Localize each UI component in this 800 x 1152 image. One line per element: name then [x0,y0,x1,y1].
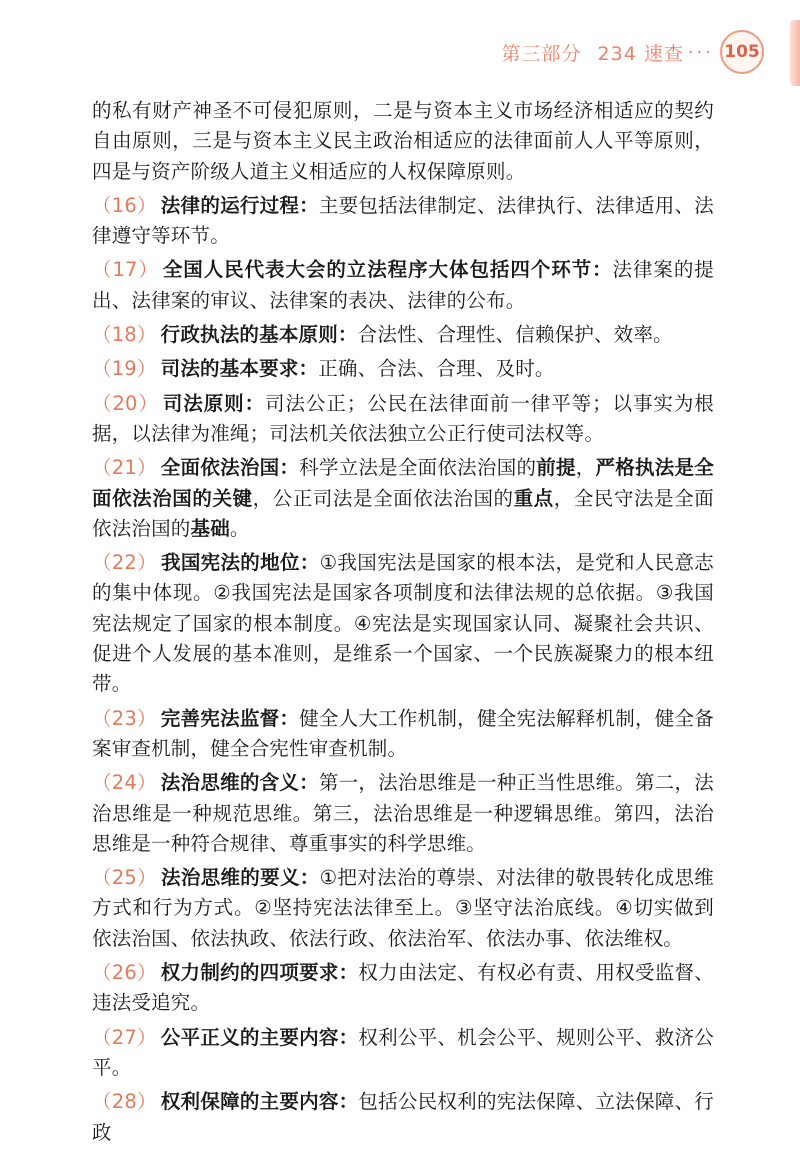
page-number-badge: 105 [720,30,764,74]
item-emphasis: 基础 [190,516,230,540]
item-text: 法律案的提出、法律案的审议、法律案的表决、法律的公布。 [92,258,714,312]
item-text: 权力由法定、有权必有责、用权受监督、违法受追究。 [92,961,714,1015]
item-number: （25） [92,866,157,890]
item-text: 正确、合法、合理、及时。 [318,357,555,381]
item-text: 主要包括法律制定、法律执行、法律适用、法律遵守等环节。 [92,193,714,248]
item-term: 权利保障的主要内容： [160,1090,359,1114]
item-text: ，全民守法是全面依法治国的 [92,486,714,540]
item-text: ， [575,456,596,480]
header-dots: ··· [687,41,714,63]
item-term: 我国宪法的地位： [161,551,320,575]
item-text: ①把对法治的尊崇、对法律的敬畏转化成思维方式和行为方式。②坚持宪法法律至上。③坚守法治底线。④切实做到依法治国、依法执政、依法行政、依法治军、依法办事、依法维权。 [92,866,714,950]
item-text: 司法公正；公民在法律面前一律平等；以事实为根据，以法律为准绳；司法机关依法独立公正行使司法权等。 [92,391,714,445]
item-emphasis: 重点 [513,486,554,510]
item-number: （20） [92,391,159,415]
page-edge-tab [790,20,800,86]
item-emphasis: 严格执法是全面依法治国的关键 [92,456,715,510]
list-item [92,354,714,384]
list-item [92,958,714,1019]
item-number: （26） [92,961,157,985]
item-text: 包括公民权利的宪法保障、立法保障、行政 [92,1090,714,1144]
list-item [92,191,714,252]
list-item [92,863,714,954]
item-term: 法律的运行过程： [160,193,319,217]
list-item [92,1023,714,1084]
item-text: 。 [229,516,250,540]
item-term: 法治思维的含义： [160,771,319,795]
list-item [92,1087,714,1148]
item-text: 权利公平、机会公平、规则公平、救济公平。 [92,1025,714,1079]
item-number: （19） [92,357,157,381]
list-item [92,704,714,765]
item-text: ，公正司法是全面依法治国的 [252,486,514,510]
item-number: （16） [92,193,157,217]
item-term: 全面依法治国： [160,456,300,480]
item-number: （23） [92,706,157,730]
item-term: 公平正义的主要内容： [160,1025,359,1049]
item-term: 司法原则： [162,391,266,415]
item-number: （17） [92,258,159,282]
page-body [92,96,714,1152]
list-item [92,548,714,699]
list-item [92,453,714,544]
item-term: 行政执法的基本原则： [160,323,358,347]
item-term: 司法的基本要求： [160,357,319,381]
list-item [92,389,714,450]
item-text: 合法性、合理性、信赖保护、效率。 [357,323,673,347]
item-number: （28） [92,1090,157,1114]
item-text: 健全人大工作机制，健全宪法解释机制，健全备案审查机制，健全合宪性审查机制。 [92,706,714,760]
item-number: （27） [92,1025,157,1049]
item-number: （24） [92,771,157,795]
item-term: 完善宪法监督： [160,706,300,730]
page-header [502,30,765,74]
item-text: 第一，法治思维是一种正当性思维。第二，法治思维是一种规范思维。第三，法治思维是一种逻辑思维。第四，法治思维是一种符合规律、尊重事实的科学思维。 [92,771,714,855]
item-number: （18） [92,323,157,347]
subsection-label: 234 速查 [597,42,684,65]
list-item [92,768,714,859]
item-number: （21） [92,456,157,480]
item-term: 全国人民代表大会的立法程序大体包括四个环节： [162,258,613,282]
item-number: （22） [92,551,157,575]
section-label: 第三部分 [501,42,582,65]
intro-paragraph: 的私有财产神圣不可侵犯原则，二是与资本主义市场经济相适应的契约自由原则，三是与资本主义民主政治相适应的法律面前人人平等原则，四是与资产阶级人道主义相适应的人权保障原则。 [92,99,714,183]
item-text: ①我国宪法是国家的根本法，是党和人民意志的集中体现。②我国宪法是国家各项制度和法律法规的总依据。③我国宪法规定了国家的根本制度。④宪法是实现国家认同、凝聚社会共识、促进个人发展的基本准则，是维系一个国家、一个民族凝聚力的根本纽带。 [92,551,714,696]
list-item [92,320,714,350]
item-text: 科学立法是全面依法治国的 [299,456,537,480]
item-term: 法治思维的要义： [161,866,320,890]
item-emphasis: 前提 [536,456,576,480]
list-item [92,255,714,316]
item-term: 权力制约的四项要求： [160,961,359,985]
